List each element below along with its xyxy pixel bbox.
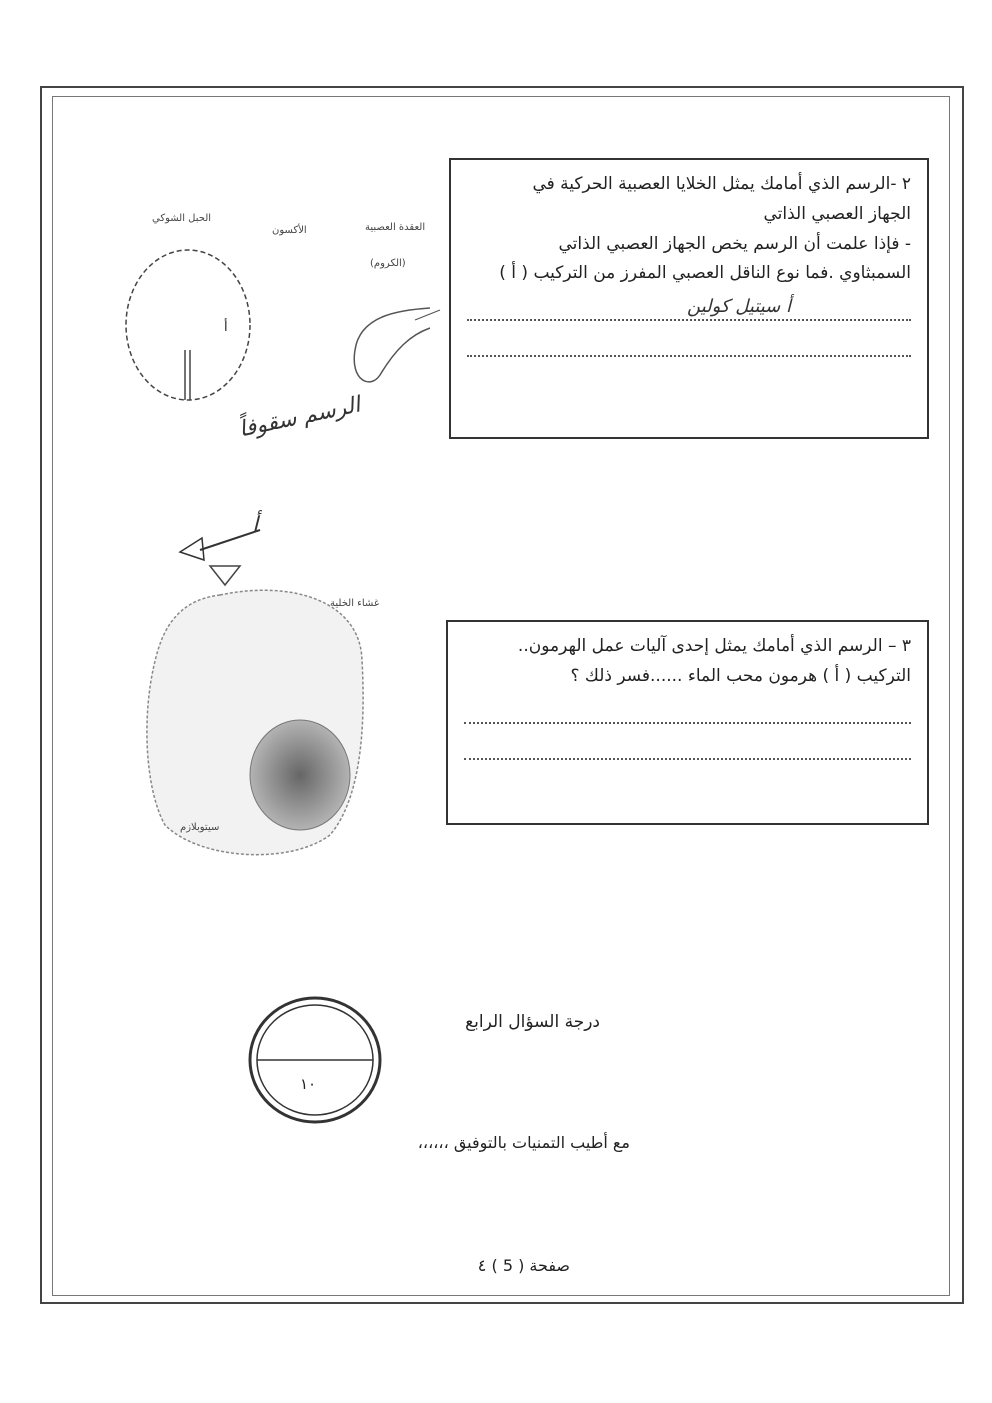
answer-line-2[interactable] xyxy=(467,331,911,357)
question-2-line-1: ٢ -الرسم الذي أمامك يمثل الخلايا العصبية الحركية في xyxy=(532,174,911,194)
arrow-shaft xyxy=(200,530,260,550)
question-2-box xyxy=(449,158,929,439)
answer-line-1[interactable] xyxy=(467,295,911,321)
label-spinal-cord: الحبل الشوكي xyxy=(152,213,212,224)
question-3-box xyxy=(446,620,929,825)
label-cell-membrane: غشاء الخلية xyxy=(330,598,380,609)
answer-line-4[interactable] xyxy=(464,734,911,760)
question-3-line-2: التركيب ( أ ) هرمون محب الماء ......فسر ذلك ؟ xyxy=(570,665,911,686)
label-ganglion-sub: (الكروم) xyxy=(370,258,406,269)
answer-line-3[interactable] xyxy=(464,698,911,724)
nucleus xyxy=(250,720,350,830)
question-2-line-4: السمبثاوي .فما نوع الناقل العصبي المفرز من التركيب ( أ ) xyxy=(499,263,911,284)
label-axon: الأكسون xyxy=(272,225,307,236)
diagram-2-marker: أ xyxy=(252,513,259,538)
question-3-line-1: ٣ – الرسم الذي أمامك يمثل إحدى آليات عمل الهرمون.. xyxy=(517,636,911,656)
label-cytoplasm: سيتوبلازم xyxy=(180,822,220,833)
pointer-line xyxy=(415,310,440,320)
closing-wish: مع أطيب التمنيات بالتوفيق ،،،،،، xyxy=(417,1133,630,1152)
page-number: صفحة ( 5 ) ٤ xyxy=(477,1256,570,1275)
spinal-cord-shape xyxy=(126,250,250,400)
question-2-line-2: الجهاز العصبي الذاتي xyxy=(763,203,911,224)
handwritten-answer: أ سيتيل كولين xyxy=(687,296,791,317)
cell-diagram xyxy=(140,490,400,870)
diagram-1-handwritten-note: الرسم سقوفاً xyxy=(236,392,363,443)
grade-circle xyxy=(245,994,385,1126)
grade-max: ١٠ xyxy=(300,1075,317,1093)
receptor-triangle xyxy=(210,566,240,585)
diagram-1-marker: أ xyxy=(224,320,228,335)
grade-label: درجة السؤال الرابع xyxy=(465,1012,600,1032)
label-ganglion: العقدة العصبية xyxy=(365,222,426,233)
question-2-line-3: - فإذا علمت أن الرسم يخص الجهاز العصبي الذاتي xyxy=(558,233,911,254)
